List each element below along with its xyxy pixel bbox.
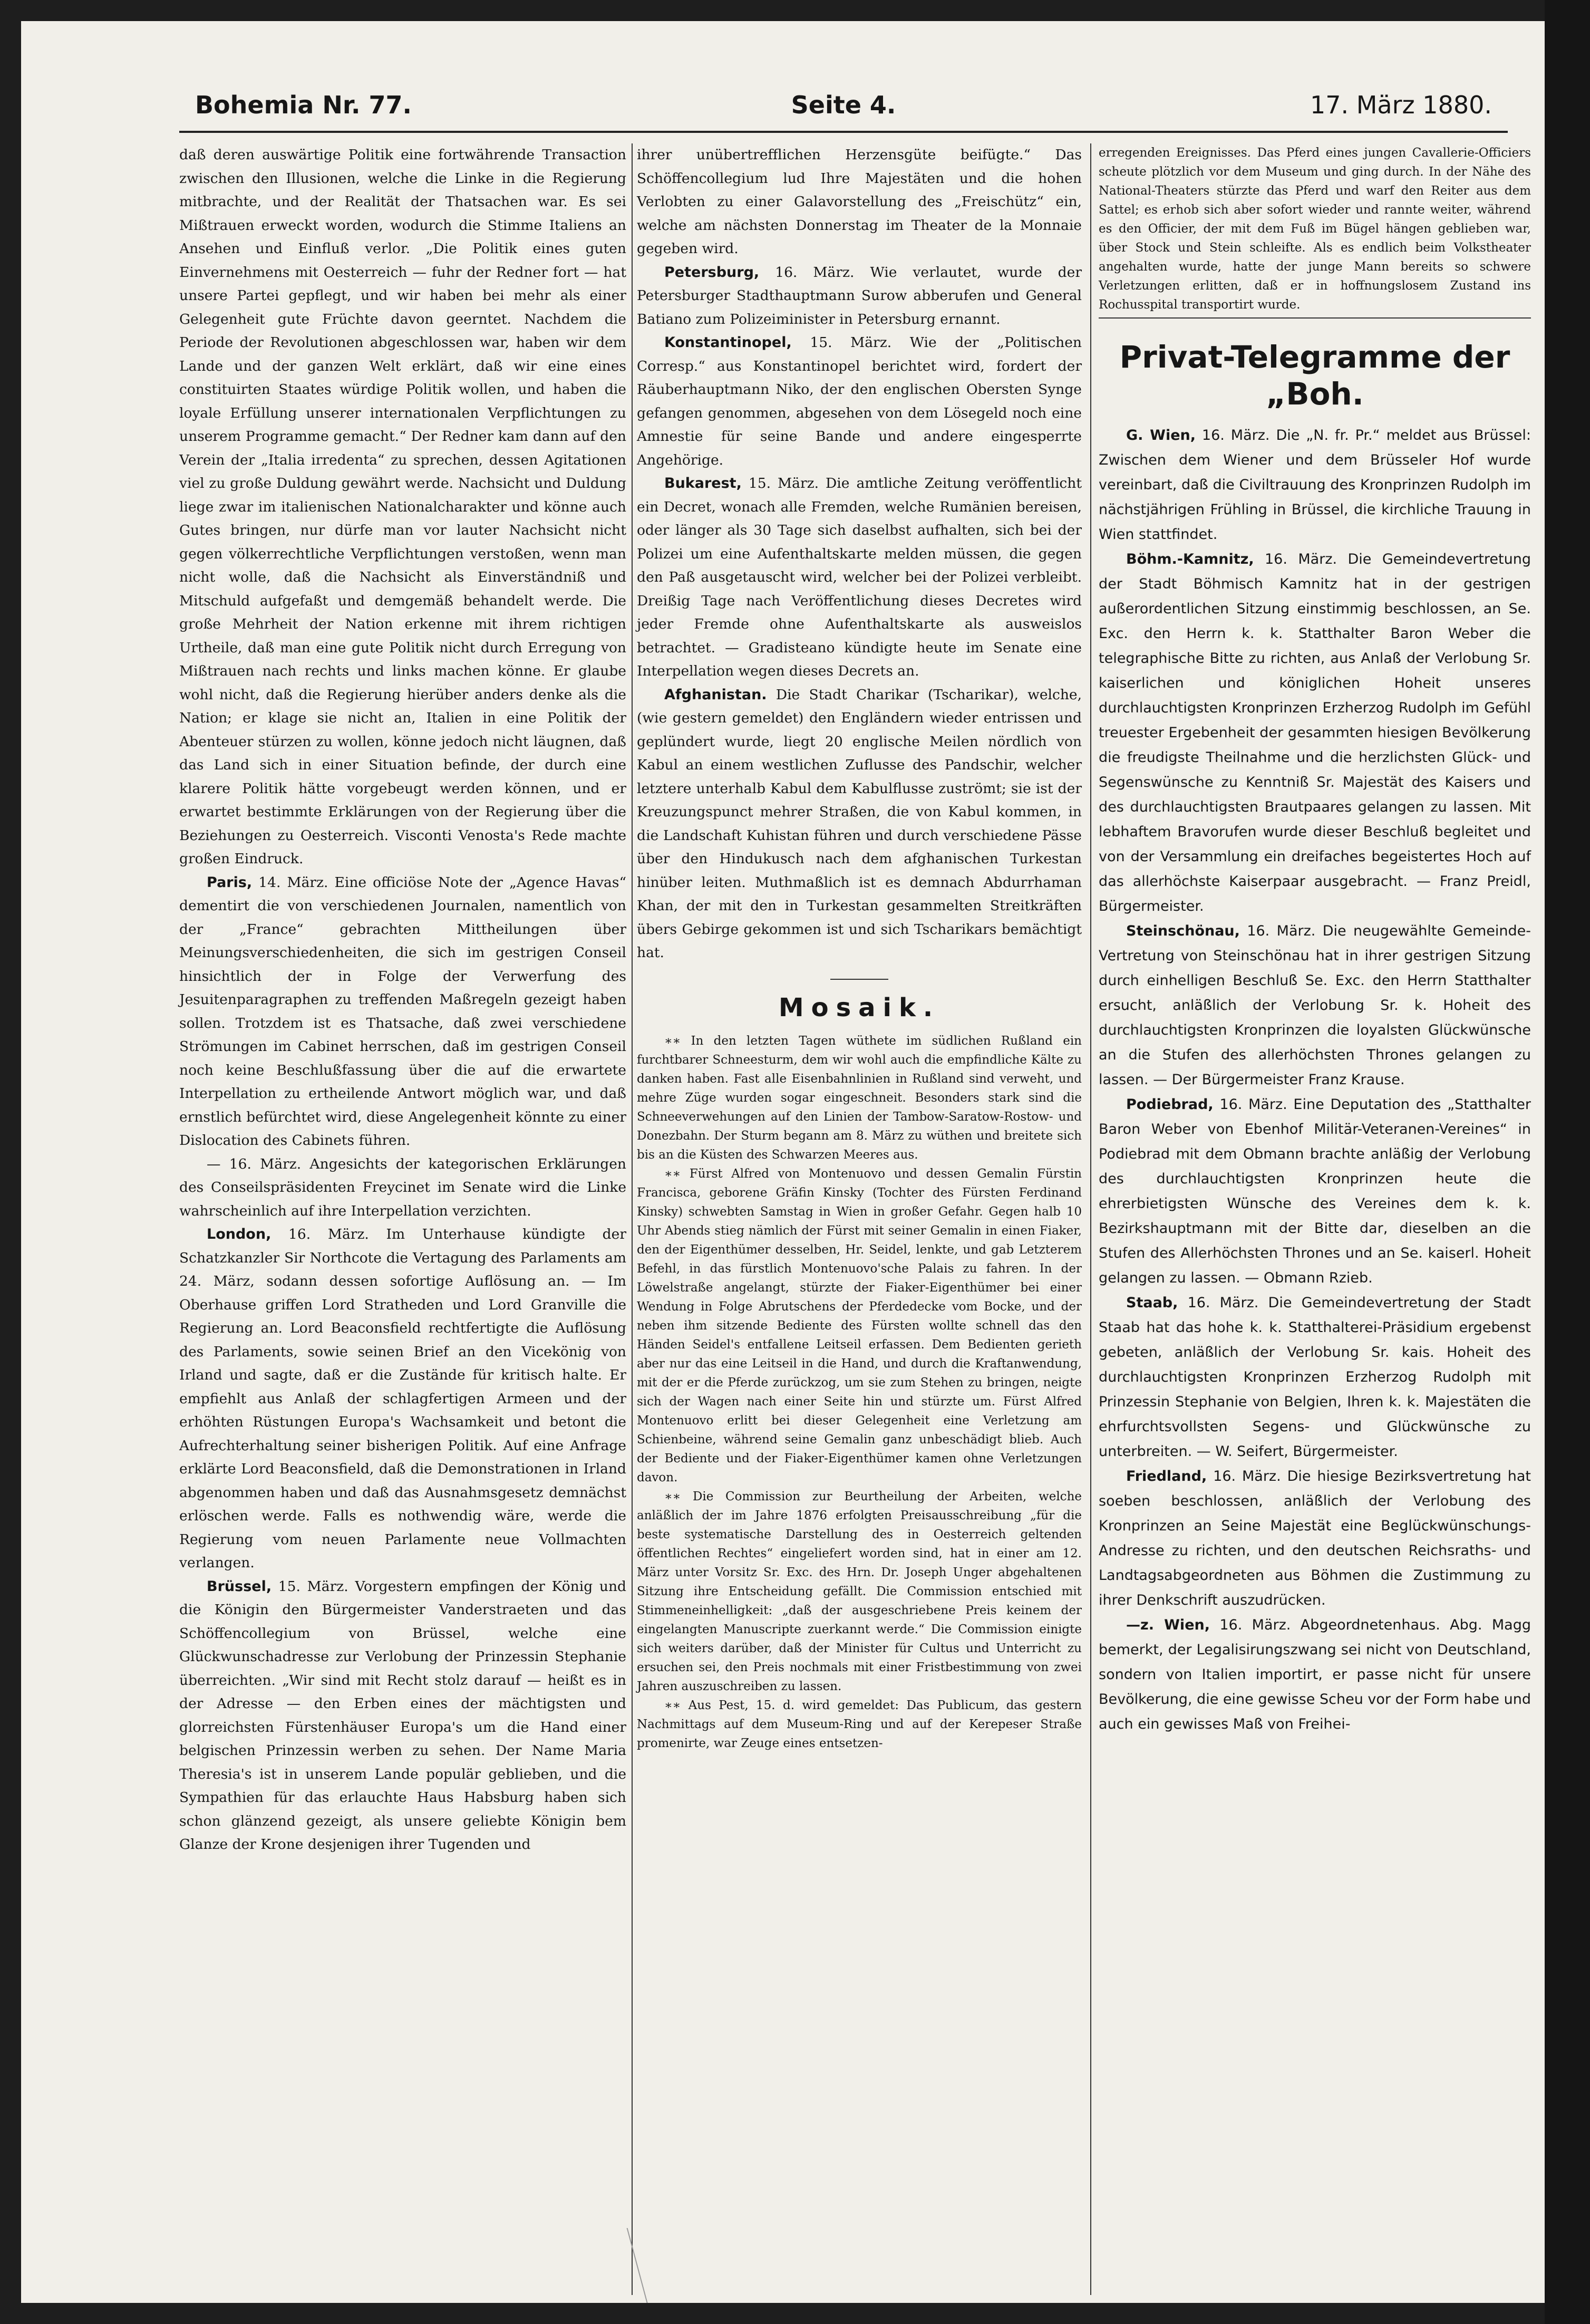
mosaik-item: ∗∗ Aus Pest, 15. d. wird gemeldet: Das Publicum, das gestern Nachmittags auf dem Museum-Ring und auf der Kerepeser Straße promenirte, war Zeuge eines entsetzen-	[637, 1698, 1082, 1750]
header-date: 17. März 1880.	[1310, 91, 1492, 119]
section-title-telegramme: Privat-Telegramme der „Boh.	[1119, 339, 1510, 412]
telegram-item: Steinschönau, 16. März. Die neugewählte Gemeinde-Vertretung von Steinschönau hat in ihrer gestrigen Sitzung durch einhelligen Beschluß Se. Exc. den Herrn Statthalter ersucht, anläßlich der Verlobung Sr. k. Hoheit des durchlauchtigsten Kronprinzen die loyalsten Glückwünsche an die Stufen des allerhöchsten Thrones gelangen zu lassen. — Der Bürgermeister Franz Krause.	[1099, 923, 1531, 1088]
dateline: Steinschönau,	[1126, 923, 1240, 939]
dateline: Konstantinopel,	[664, 334, 792, 351]
article-paragraph: ihrer unübertrefflichen Herzensgüte beifügte.“ Das Schöffencollegium lud Ihre Majestäten und die hohen Verlobten zu einer Galavorstellung des „Freischütz“ ein, welche am nächsten Donnerstag im Theater de la Monnaie gegeben wird.	[637, 147, 1082, 257]
article-konstantinopel: Konstantinopel, 15. März. Wie der „Politischen Corresp.“ aus Konstantinopel berichtet wird, fordert der Räuberhauptmann Niko, der den englischen Obersten Synge gefangen genommen, abgesehen von dem Lösegeld noch eine Amnestie für seine Bande und andere eingesperrte Angehörige.	[637, 334, 1082, 468]
column-divider	[632, 143, 633, 2295]
header-page-number: Seite 4.	[791, 91, 896, 119]
column-2	[637, 143, 1082, 2295]
scan-border	[1545, 0, 1590, 2324]
article-bruessel: Brüssel, 15. März. Vorgestern empfingen der König und die Königin den Bürgermeister Vanderstraeten und das Schöffencollegium von Brüssel, welche eine Glückwunschadresse zur Verlobung der Prinzessin Stephanie überreichten. „Wir sind mit Recht stolz darauf — heißt es in der Adresse — den Erben eines der mächtigsten und glorreichsten Fürstenhäuser Europa's um die Hand einer belgischen Prinzessin werben zu sehen. Der Name Maria Theresia's ist in unserem Lande populär geblieben, und die Sympathien für das erlauchte Haus Habsburg haben sich schon glänzend gezeigt, als unsere geliebte Königin bem Glanze der Krone desjenigen ihrer Tugenden und	[179, 1578, 626, 1853]
dateline: Bukarest,	[664, 475, 742, 491]
article-london: London, 16. März. Im Unterhause kündigte der Schatzkanzler Sir Northcote die Vertagung des Parlaments am 24. März, sodann dessen sofortige Auflösung an. — Im Oberhause griffen Lord Stratheden und Lord Granville die Regierung an. Lord Beaconsfield rechtfertigte die Auflösung des Parlaments, sowie seinen Brief an den Vicekönig von Irland und sagte, daß er die Zustände für kritisch halte. Er empfiehlt aus Anlaß der schlagfertigen Armeen und der erhöhten Rüstungen Europa's Wachsamkeit und betont die Aufrechterhaltung seiner bisherigen Politik. Auf eine Anfrage erklärte Lord Beaconsfield, daß die Demonstrationen in Irland abgenommen haben und daß das Ausnahmsgesetz demnächst erlöschen werde. Falls es nothwendig wäre, werde die Regierung vom neuen Parlamente neue Vollmachten verlangen.	[179, 1226, 626, 1571]
telegram-item: —z. Wien, 16. März. Abgeordnetenhaus. Abg. Magg bemerkt, der Legalisirungszwang sei nicht von Deutschland, sondern von Italien importirt, er passe nicht für unsere Bevölkerung, die eine gewisse Scheu vor der Form habe und auch ein gewisses Maß von Freihei-	[1099, 1617, 1531, 1732]
dateline: Paris,	[207, 874, 253, 891]
dateline: —z. Wien,	[1126, 1617, 1210, 1633]
dateline: London,	[207, 1226, 272, 1242]
dateline: Brüssel,	[207, 1578, 272, 1595]
header-masthead: Bohemia Nr. 77.	[195, 91, 412, 119]
header-rule	[179, 131, 1508, 133]
newspaper-page	[21, 21, 1545, 2303]
dateline: Staab,	[1126, 1295, 1178, 1311]
column-divider	[1090, 143, 1091, 2295]
article-paragraph: daß deren auswärtige Politik eine fortwährende Transaction zwischen den Illusionen, welche die Linke in die Regierung mitbrachte, und der Realität der Thatsachen war. Es sei Mißtrauen erweckt worden, wodurch die Stimme Italiens an Ansehen und Einfluß verlor. „Die Politik eines guten Einvernehmens mit Oesterreich — fuhr der Redner fort — hat unsere Partei gepflegt, und wir haben bei mehr als einer Gelegenheit gute Früchte davon geerntet. Nachdem die Periode der Revolutionen abgeschlossen war, haben wir dem Lande und der ganzen Welt erklärt, daß wir eine eines constituirten Staates würdige Politik wollen, und haben die loyale Erfüllung unserer internationalen Verpflichtungen zu unserem Programme gemacht.“ Der Redner kam dann auf den Verein der „Italia irredenta“ zu sprechen, dessen Agitationen viel zu große Duldung gewährt werde. Nachsicht und Duldung liege zwar im italienischen Nationalcharakter und könne auch Gutes bringen, nur dürfe man vor lauter Nachsicht nicht gegen völkerrechtliche Verpflichtungen verstoßen, wenn man nicht wolle, daß die Nachsicht als Einverständniß und Mitschuld aufgefaßt und demgemäß behandelt werde. Die große Mehrheit der Nation erkenne mit ihrem richtigen Urtheile, daß man eine gute Politik nicht durch Erregung von Mißtrauen nach rechts und links machen könne. Er glaube wohl nicht, daß die Regierung hierüber anders denke als die Nation; er klage sie nicht an, Italien in eine Politik der Abenteuer stürzen zu wollen, könne jedoch nicht läugnen, daß das Land sich in einer Situation befinde, der durch eine klarere Politik hätte vorgebeugt werden können, und er erwartet bestimmte Erklärungen von der Regierung über die Beziehungen zu Oesterreich. Visconti Venosta's Rede machte großen Eindruck.	[179, 147, 626, 867]
section-rule	[1099, 317, 1531, 319]
dateline: Podiebrad,	[1126, 1096, 1214, 1113]
column-1	[179, 143, 626, 2295]
telegram-list	[1099, 423, 1531, 1737]
article-paragraph: — 16. März. Angesichts der kategorischen Erklärungen des Conseilspräsidenten Freycinet im Senate wird die Linke wahrscheinlich auf ihre Interpellation verzichten.	[179, 1155, 626, 1219]
telegram-item: Staab, 16. März. Die Gemeindevertretung der Stadt Staab hat das hohe k. k. Statthalterei-Präsidium ergebenst gebeten, anläßlich der Verlobung Sr. kais. Hoheit des durchlauchtigsten Kronprinzen Erzherzog Rudolph mit Prinzessin Stephanie von Belgien, Ihren k. k. Majestäten die ehrfurchtsvollsten Segens- und Glückwünsche zu unterbreiten. — W. Seifert, Bürgermeister.	[1099, 1295, 1531, 1460]
mosaik-item: ∗∗ Die Commission zur Beurtheilung der Arbeiten, welche anläßlich der im Jahre 1876 erfolgten Preisausschreibung „für die beste systematische Darstellung des in Oesterreich geltenden öffentlichen Rechtes“ eingeliefert worden sind, hat in einer am 12. März unter Vorsitz Sr. Exc. des Hrn. Dr. Joseph Unger abgehaltenen Sitzung ihre Entscheidung gefällt. Die Commission entschied mit Stimmeneinhelligkeit: „daß der ausgeschriebene Preis keinem der eingelangten Manuscripte zuerkannt werde.“ Die Commission einigte sich weiters darüber, daß der Minister für Cultus und Unterricht zu ersuchen sei, den Preis nochmals mit einer Fristbestimmung von zwei Jahren auszuschreiben zu lassen.	[637, 1489, 1082, 1693]
article-petersburg: Petersburg, 16. März. Wie verlautet, wurde der Petersburger Stadthauptmann Surow abberufen und General Batiano zum Polizeiminister in Petersburg ernannt.	[637, 264, 1082, 327]
page-header	[195, 91, 1492, 122]
mosaik-item: ∗∗ In den letzten Tagen wüthete im südlichen Rußland ein furchtbarer Schneesturm, dem wir wohl auch die empfindliche Kälte zu danken haben. Fast alle Eisenbahnlinien in Rußland sind verweht, und mehre Züge wurden sogar eingeschneit. Besonders stark sind die Schneeverwehungen auf den Linien der Tambow-Saratow-Rostow- und Donezbahn. Der Sturm begann am 8. März zu wüthen und breitete sich bis an die Küsten des Schwarzen Meeres aus.	[637, 1034, 1082, 1162]
article-paris: Paris, 14. März. Eine officiöse Note der „Agence Havas“ dementirt die von verschiedenen Journalen, namentlich von der „France“ gebrachten Mittheilungen über Meinungsverschiedenheiten, die sich im gestrigen Conseil hinsichtlich der in Folge der Verwerfung des Jesuitenparagraphen zu treffenden Maßregeln gezeigt haben sollen. Trotzdem ist es Thatsache, daß zwei verschiedene Strömungen im Cabinet herrschen, daß im gestrigen Conseil noch keine Beschlußfassung über die auf die erwartete Interpellation zu ertheilende Antwort möglich war, und daß ernstlich befürchtet wird, diese Angelegenheit könnte zu einer Dislocation des Cabinets führen.	[179, 874, 626, 1149]
article-bukarest: Bukarest, 15. März. Die amtliche Zeitung veröffentlicht ein Decret, wonach alle Fremden, welche Rumänien bereisen, oder länger als 30 Tage sich daselbst aufhalten, sich bei der Polizei um eine Aufenthaltskarte melden müssen, die gegen den Paß ausgetauscht wird, welcher bei der Polizei verbleibt. Dreißig Tage nach Veröffentlichung dieses Decretes wird jeder Fremde ohne Aufenthaltskarte als ausweislos betrachtet. — Gradisteano kündigte heute im Senate eine Interpellation wegen dieses Decrets an.	[637, 475, 1082, 679]
dateline: G. Wien,	[1126, 427, 1196, 443]
dateline: Afghanistan.	[664, 686, 767, 703]
mosaik-continuation: erregenden Ereignisses. Das Pferd eines jungen Cavallerie-Officiers scheute plötzlich vor dem Museum und ging durch. In der Nähe des National-Theaters stürzte das Pferd und warf den Reiter aus dem Sattel; es erhob sich aber sofort wieder und rannte weiter, während es den Officier, der mit dem Fuß im Bügel hängen geblieben war, über Stock und Stein schleifte. Als es endlich beim Volkstheater angehalten wurde, hatte der junge Mann bereits so schwere Verletzungen erlitten, daß er in hoffnungslosem Zustand ins Rochusspital transportirt wurde.	[1099, 146, 1531, 312]
article-afghanistan: Afghanistan. Die Stadt Charikar (Tscharikar), welche, (wie gestern gemeldet) den Engländern wieder entrissen und geplündert wurde, liegt 20 englische Meilen nördlich von Kabul an einem westlichen Zuflusse des Pandschir, welcher letztere unterhalb Kabul dem Kabulflusse zuströmt; sie ist der Kreuzungspunct mehrer Straßen, die von Kabul kommen, in die Landschaft Kuhistan führen und durch verschiedene Pässe über den Hindukusch nach dem afghanischen Turkestan hinüber leiten. Muthmaßlich ist es demnach Abdurrhaman Khan, der mit den in Turkestan gesammelten Streitkräften übers Gebirge gekommen ist und sich Tscharikars bemächtigt hat.	[637, 686, 1082, 961]
mosaik-item: ∗∗ Fürst Alfred von Montenuovo und dessen Gemalin Fürstin Francisca, geborene Gräfin Kinsky (Tochter des Fürsten Ferdinand Kinsky) schwebten Samstag in Wien in großer Gefahr. Gegen halb 10 Uhr Abends stieg nämlich der Fürst mit seiner Gemalin in einen Fiaker, den der Eigenthümer desselben, Hr. Seidel, lenkte, und gab Letzterem Befehl, in das fürstlich Montenuovo'sche Palais zu fahren. In der Löwelstraße angelangt, stürzte der Fiaker-Eigenthümer bei einer Wendung in Folge Abrutschens der Pferdedecke vom Bocke, und der neben ihm sitzende Bediente des Fürsten wollte schnell das den Händen Seidel's entfallene Leitseil erfassen. Dem Bedienten gerieth aber nur das eine Leitseil in die Hand, und durch die Kraftanwendung, mit der er die Pferde zurückzog, um sie zum Stehen zu bringen, neigte sich der Wagen nach einer Seite hin und stürzte um. Fürst Alfred Montenuovo erlitt bei dieser Gelegenheit eine Verletzung am Schienbeine, während seine Gemalin ganz unbeschädigt blieb. Auch der Bediente und der Fiaker-Eigenthümer kamen ohne Verletzungen davon.	[637, 1166, 1082, 1484]
telegram-item: Böhm.-Kamnitz, 16. März. Die Gemeindevertretung der Stadt Böhmisch Kamnitz hat in der gestrigen außerordentlichen Sitzung einstimmig beschlossen, an Se. Exc. den Herrn k. k. Statthalter Baron Weber die telegraphische Bitte zu richten, aus Anlaß der Verlobung Sr. kaiserlichen und königlichen Hoheit unseres durchlauchtigsten Kronprinzen Erzherzog Rudolph im Gefühl treuester Ergebenheit der gesammten hiesigen Bevölkerung die freudigste Theilnahme und die herzlichsten Glück- und Segenswünsche zu Kenntniß Sr. Majestät des Kaisers und des durchlauchtigsten Brautpaares gelangen zu lassen. Mit lebhaftem Bravorufen wurde dieser Beschluß begleitet und von der Versammlung ein dreifaches begeistertes Hoch auf das allerhöchste Kaiserpaar ausgebracht. — Franz Preidl, Bürgermeister.	[1099, 551, 1531, 914]
dateline: Petersburg,	[664, 264, 760, 281]
telegram-item: Podiebrad, 16. März. Eine Deputation des „Statthalter Baron Weber von Ebenhof Militär-Veteranen-Vereines“ in Podiebrad mit dem Obmann brachte anläßig der Verlobung des durchlauchtigsten Kronprinzen heute die ehrerbietigsten Wünsche des Vereines dem k. k. Bezirkshauptmann mit der Bitte dar, dieselben an die Stufen des Allerhöchsten Thrones und an Se. kaiserl. Hoheit gelangen zu lassen. — Obmann Rzieb.	[1099, 1096, 1531, 1286]
telegram-item: Friedland, 16. März. Die hiesige Bezirksvertretung hat soeben beschlossen, anläßlich der Verlobung des Kronprinzen an Seine Majestät eine Beglückwünschungs-Andresse zu richten, und den deutschen Reichsraths- und Landtagsabgeordneten aus Böhmen die Zustimmung zu ihrer Denkschrift auszudrücken.	[1099, 1468, 1531, 1608]
section-rule	[830, 979, 888, 980]
column-3	[1099, 143, 1531, 2295]
dateline: Böhm.-Kamnitz,	[1126, 551, 1254, 567]
section-title-mosaik: Mosaik.	[778, 992, 941, 1023]
dateline: Friedland,	[1126, 1468, 1207, 1484]
telegram-item: G. Wien, 16. März. Die „N. fr. Pr.“ meldet aus Brüssel: Zwischen dem Wiener und dem Brüsseler Hof wurde vereinbart, daß die Civiltrauung des Kronprinzen Rudolph im nächstjährigen Frühling in Brüssel, die kirchliche Trauung in Wien stattfindet.	[1099, 427, 1531, 543]
